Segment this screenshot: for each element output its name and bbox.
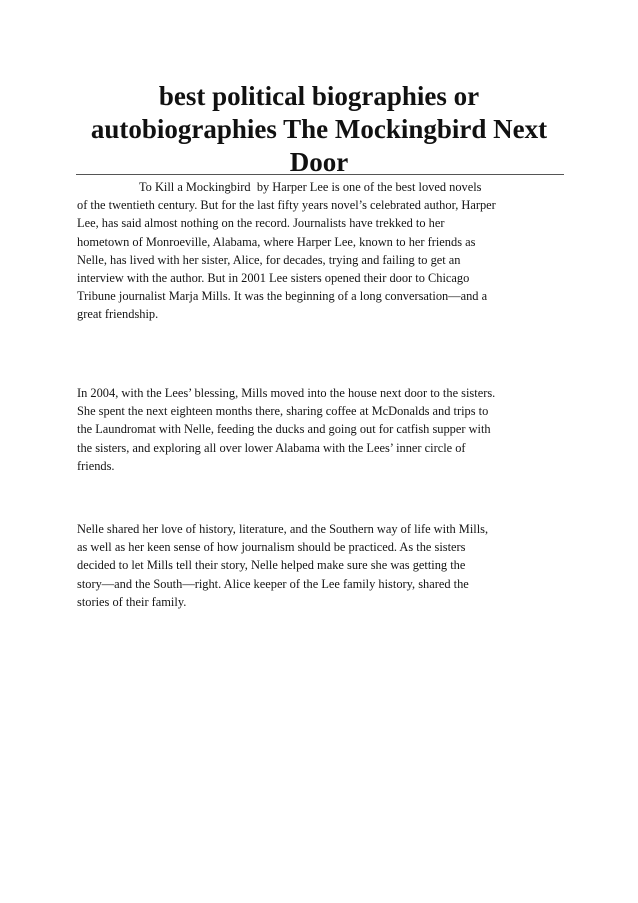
document-title: best political biographies or autobiographies The Mockingbird Next Door [90, 81, 548, 177]
title-divider [76, 174, 564, 175]
paragraph-move-next-door: In 2004, with the Lees’ blessing, Mills moved into the house next door to the sisters. She spent the next eighteen months there, sharing coffee at McDonalds and trips to the Laundromat with Nelle, feeding the ducks and going out for catfish supper with the sisters, and exploring all over lower Alabama with the Lees’ inner circle of friends. [77, 386, 496, 473]
paragraph-intro: To Kill a Mockingbird by Harper Lee is one of the best loved novels of the twentieth century. But for the last fifty years novel’s celebrated author, Harper Lee, has said almost nothing on the record. Journalists have trekked to her hometown of Monroeville, Alabama, where Harper Lee, known to her friends as Nelle, has lived with her sister, Alice, for decades, trying and failing to get an interview with the author. But in 2001 Lee sisters opened their door to Chicago Tribune journalist Marja Mills. It was the beginning of a long conversation—and a great friendship. [77, 180, 496, 322]
paragraph-shared-history: Nelle shared her love of history, literature, and the Southern way of life with Mills, as well as her keen sense of how journalism should be practiced. As the sisters decided to let Mills tell their story, Nelle helped make sure she was getting the story—and the South—right. Alice keeper of the Lee family history, shared the stories of their family. [77, 522, 489, 609]
